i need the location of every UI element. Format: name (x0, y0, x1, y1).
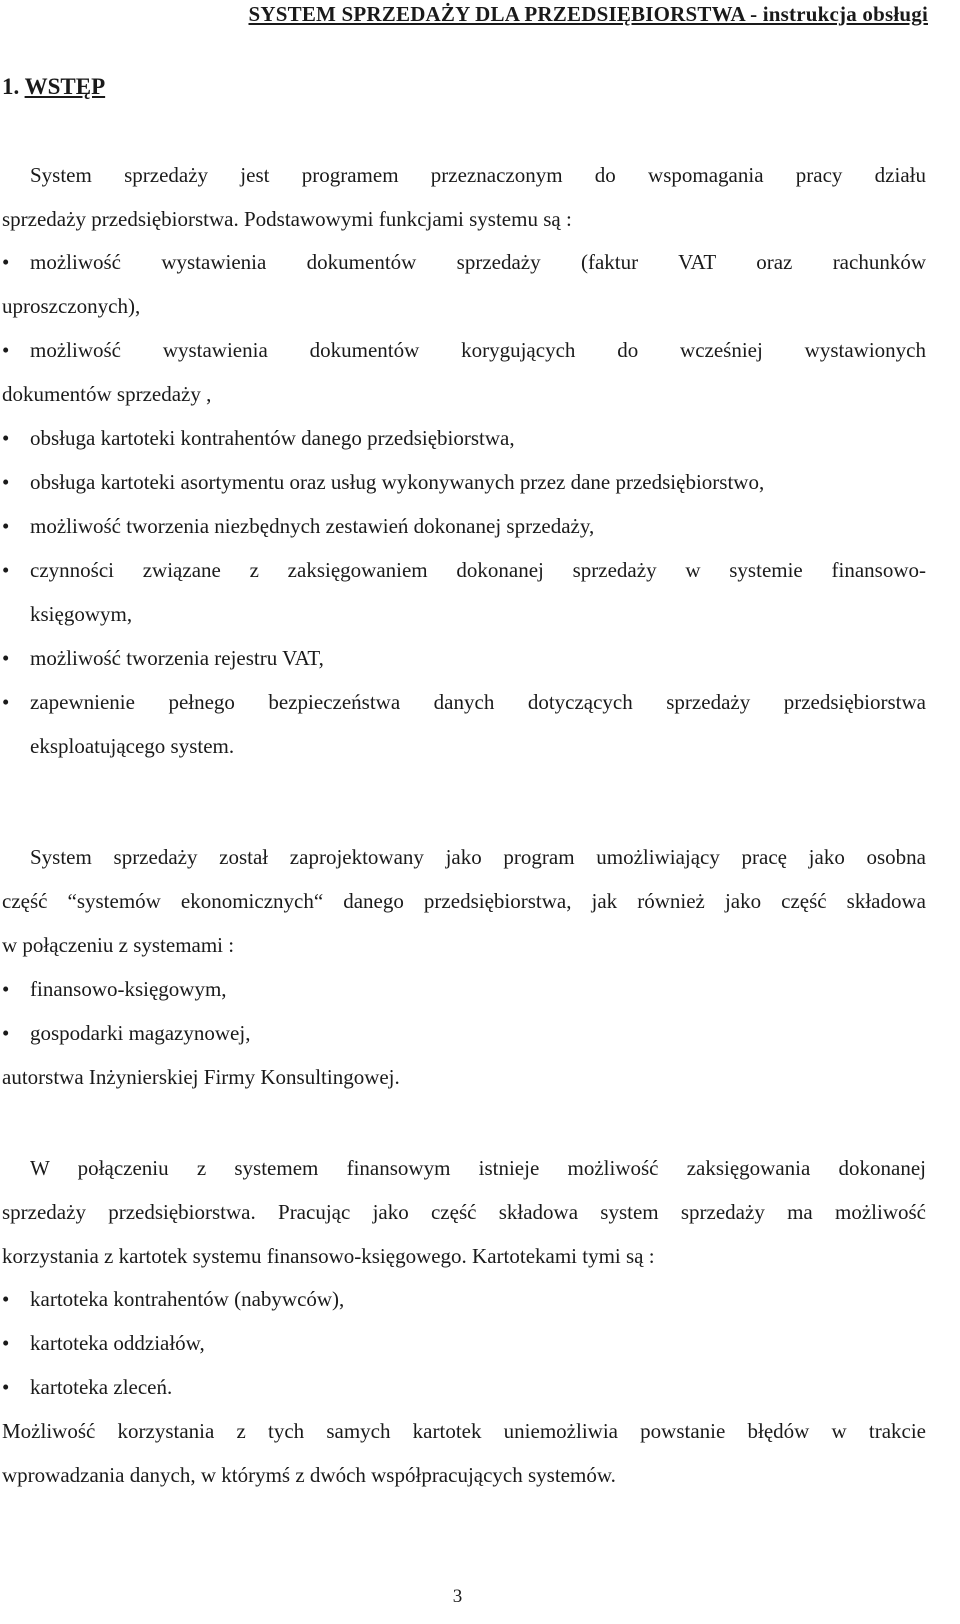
paragraph-3-line-2: sprzedaży przedsiębiorstwa. Pracując jako część składowa system sprzedaży ma możliwość (2, 1200, 926, 1224)
section-title: WSTĘP (24, 74, 106, 99)
section-number: 1. (2, 74, 20, 99)
paragraph-4-line-1: Możliwość korzystania z tych samych kartotek uniemożliwia powstanie błędów w trakcie (2, 1419, 926, 1443)
list-item: • zapewnienie pełnego bezpieczeństwa danych dotyczących sprzedaży przedsiębiorstwa eksploatującego system. (2, 680, 926, 768)
list-item: • obsługa kartoteki asortymentu oraz usług wykonywanych przez dane przedsiębiorstwo, (2, 460, 926, 504)
paragraph-3-line-3: korzystania z kartotek systemu finansowo-księgowego. Kartotekami tymi są : (2, 1244, 655, 1268)
paragraph-4 (2, 1409, 926, 1497)
paragraph-3 (2, 1146, 926, 1278)
bullet-icon: • (2, 977, 10, 1001)
list-item: • możliwość wystawienia dokumentów korygujących do wcześniej wystawionych dokumentów sprzedaży , (2, 328, 926, 416)
paragraph-2-line-1: System sprzedaży został zaprojektowany jako program umożliwiający pracę jako osobna (30, 845, 926, 869)
list-item: • finansowo-księgowym, (2, 967, 926, 1011)
bullet-icon: • (2, 470, 10, 494)
list-item: • czynności związane z zaksięgowaniem dokonanej sprzedaży w systemie finansowo- księgowym, (2, 548, 926, 636)
functions-list (2, 240, 926, 768)
bullet-icon: • (2, 1331, 10, 1355)
paragraph-2 (2, 835, 926, 967)
list-item: • kartoteka oddziałów, (2, 1321, 926, 1365)
page-number: 3 (452, 1586, 463, 1607)
list-item: • kartoteka zleceń. (2, 1365, 926, 1409)
list-item: • gospodarki magazynowej, (2, 1011, 926, 1055)
bullet-icon: • (2, 558, 10, 582)
paragraph-3-line-1: W połączeniu z systemem finansowym istnieje możliwość zaksięgowania dokonanej (30, 1156, 926, 1180)
list-item: • możliwość tworzenia rejestru VAT, (2, 636, 926, 680)
intro-paragraph (2, 153, 926, 241)
bullet-icon: • (2, 426, 10, 450)
bullet-icon: • (2, 514, 10, 538)
bullet-icon: • (2, 1287, 10, 1311)
list-item: • kartoteka kontrahentów (nabywców), (2, 1277, 926, 1321)
paragraph-2-line-3: w połączeniu z systemami : (2, 933, 235, 957)
document-header: SYSTEM SPRZEDAŻY DLA PRZEDSIĘBIORSTWA - instrukcja obsługi (248, 2, 928, 26)
list-item: • możliwość wystawienia dokumentów sprzedaży (faktur VAT oraz rachunków uproszczonych), (2, 240, 926, 328)
intro-line-2: sprzedaży przedsiębiorstwa. Podstawowymi funkcjami systemu są : (2, 207, 572, 231)
bullet-icon: • (2, 690, 10, 714)
bullet-icon: • (2, 250, 10, 274)
bullet-icon: • (2, 646, 10, 670)
paragraph-2-line-2: część “systemów ekonomicznych“ danego przedsiębiorstwa, jak również jako część składowa (2, 889, 926, 913)
section-heading (2, 74, 111, 100)
intro-line-1: System sprzedaży jest programem przeznaczonym do wspomagania pracy działu (30, 163, 926, 187)
bullet-icon: • (2, 338, 10, 362)
systems-list (2, 967, 926, 1055)
list-item: • możliwość tworzenia niezbędnych zestawień dokonanej sprzedaży, (2, 504, 926, 548)
paragraph-2-end: autorstwa Inżynierskiej Firmy Konsultingowej. (2, 1065, 400, 1089)
paragraph-4-line-2: wprowadzania danych, w którymś z dwóch współpracujących systemów. (2, 1463, 616, 1487)
kartoteki-list (2, 1277, 926, 1409)
bullet-icon: • (2, 1375, 10, 1399)
bullet-icon: • (2, 1021, 10, 1045)
list-item: • obsługa kartoteki kontrahentów danego przedsiębiorstwa, (2, 416, 926, 460)
